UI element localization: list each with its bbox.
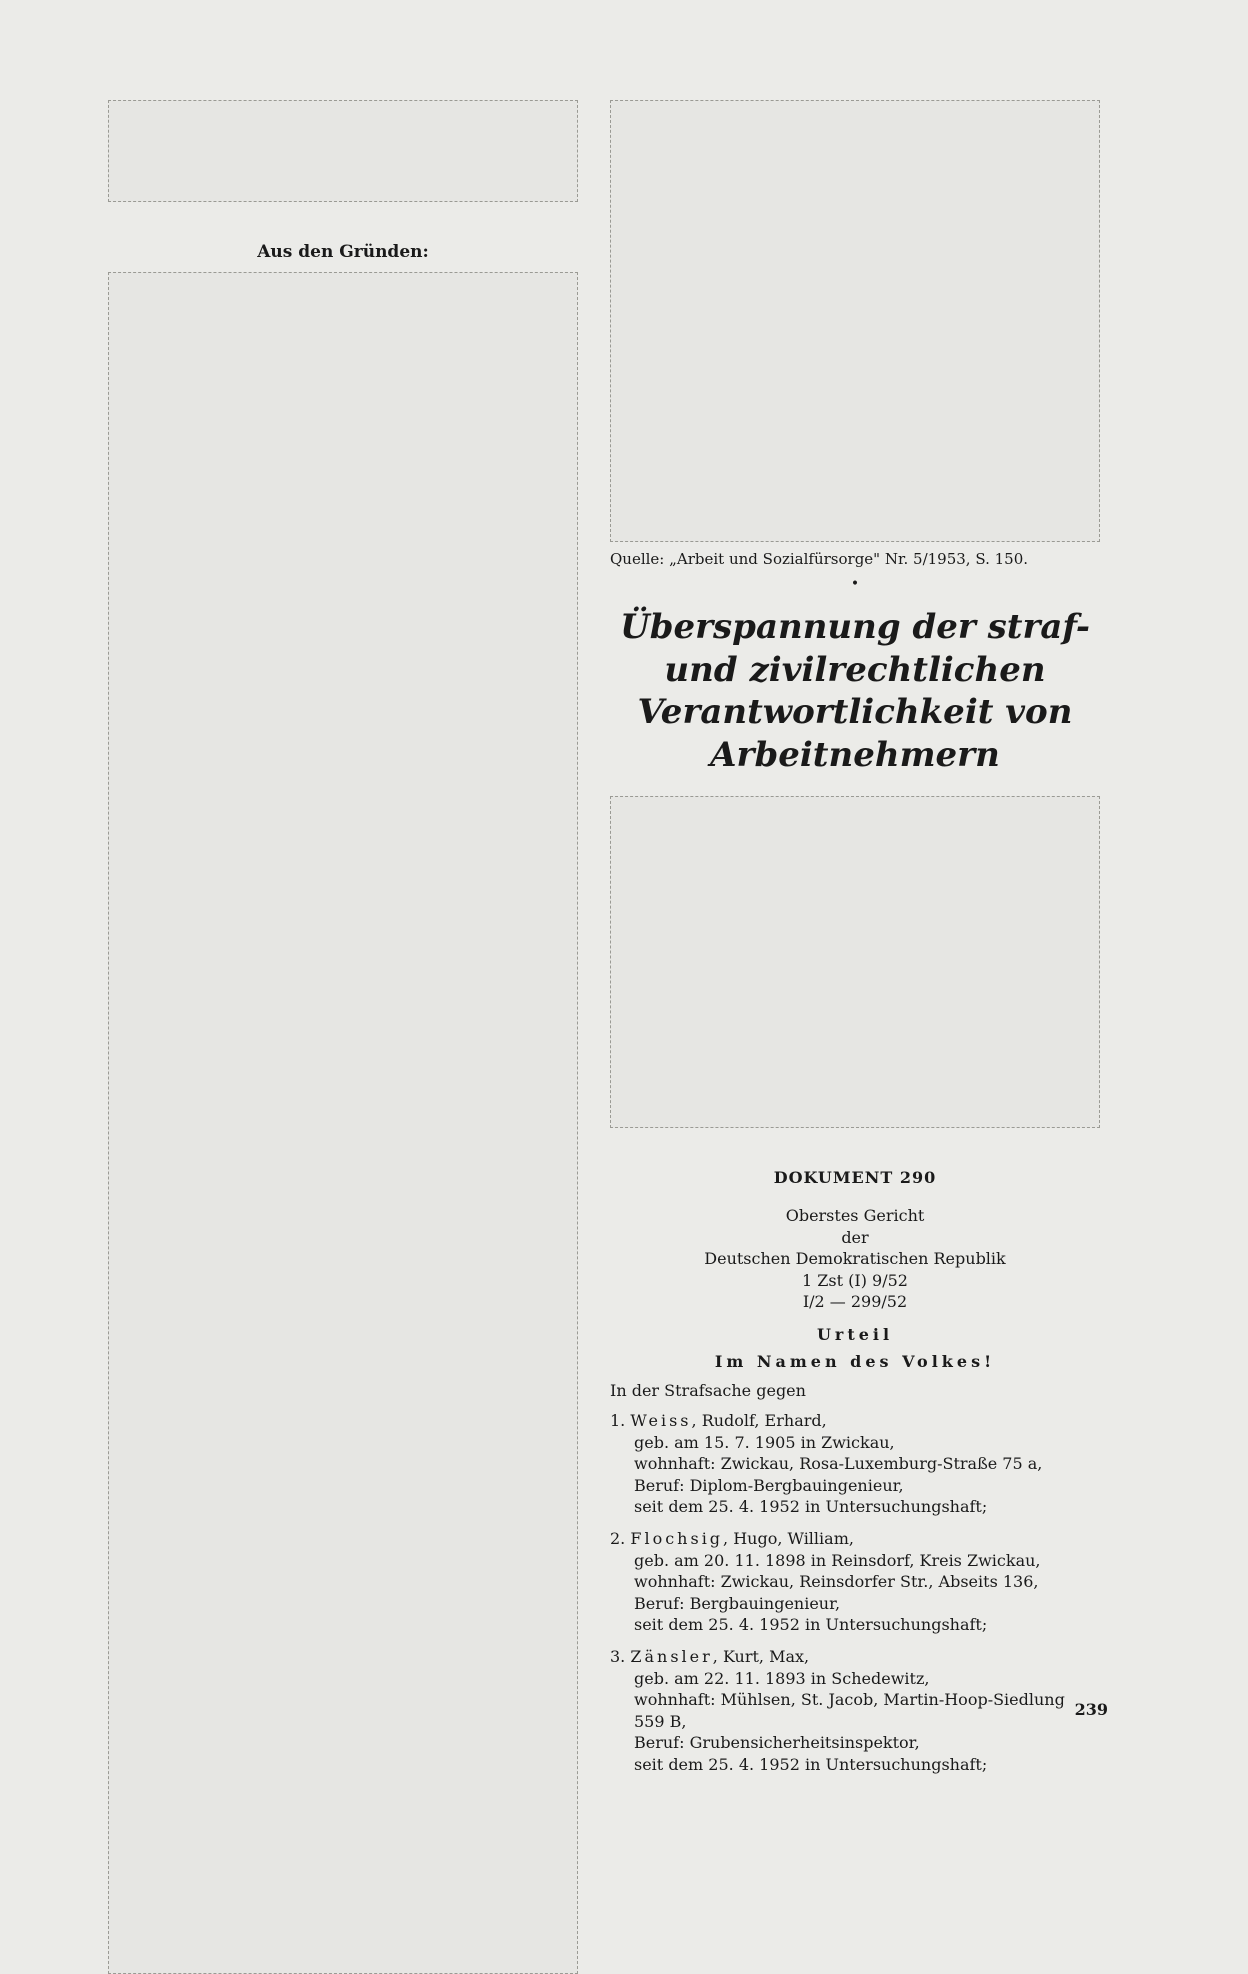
defendant-3 (610, 1646, 1100, 1776)
court-line-3: Deutschen Demokratischen Republik (704, 1249, 1006, 1269)
defendant-3-born: geb. am 22. 11. 1893 in Schedewitz, (634, 1668, 930, 1688)
defendant-1-number: 1. (610, 1410, 626, 1430)
defendant-2-surname: Flochsig (630, 1528, 724, 1548)
defendant-1-custody: seit dem 25. 4. 1952 in Untersuchungshaft; (634, 1497, 988, 1517)
court-line-4: 1 Zst (I) 9/52 (802, 1270, 908, 1290)
page-number: 239 (1074, 1700, 1108, 1719)
case-intro: In der Strafsache gegen (610, 1380, 806, 1400)
defendant-1-given: , Rudolf, Erhard, (691, 1410, 827, 1430)
defendant-3-address: wohnhaft: Mühlsen, St. Jacob, Martin-Hoop-Siedlung 559 B, (634, 1690, 1065, 1731)
defendant-2-name-line (610, 1528, 1100, 1550)
defendant-3-number: 3. (610, 1646, 626, 1666)
intro-paragraph (610, 796, 1100, 1128)
im-namen-des-volkes: Im Namen des Volkes! (714, 1351, 996, 1371)
defendant-2-custody: seit dem 25. 4. 1952 in Untersuchungshaft; (634, 1615, 988, 1635)
section-bullet: • (850, 576, 860, 592)
right-column (610, 100, 1100, 1775)
court-line-2: der (841, 1227, 869, 1247)
major-heading: Überspannung der straf- und zivilrechtlichen Verantwortlichkeit von Arbeitnehmern (620, 607, 1090, 775)
defendant-3-custody: seit dem 25. 4. 1952 in Untersuchungshaft; (634, 1754, 988, 1774)
defendant-2-given: , Hugo, William, (723, 1528, 854, 1548)
source-citation: Quelle: „Arbeit und Sozialfürsorge" Nr. 5/1953, S. 150. (610, 550, 1029, 568)
left-column-top-text (108, 100, 578, 202)
defendant-2-occupation: Beruf: Bergbauingenieur, (634, 1593, 841, 1613)
left-column (108, 100, 578, 1974)
defendant-1 (610, 1410, 1100, 1518)
defendant-2-born: geb. am 20. 11. 1898 in Reinsdorf, Kreis Zwickau, (634, 1550, 1041, 1570)
left-column-main-text (108, 272, 578, 1974)
defendant-1-born: geb. am 15. 7. 1905 in Zwickau, (634, 1432, 895, 1452)
urteil-label: Urteil (816, 1324, 894, 1344)
defendant-2-address: wohnhaft: Zwickau, Reinsdorfer Str., Abseits 136, (634, 1572, 1039, 1592)
court-line-1: Oberstes Gericht (785, 1206, 925, 1225)
defendant-1-address: wohnhaft: Zwickau, Rosa-Luxemburg-Straße 75 a, (634, 1454, 1043, 1474)
defendant-2 (610, 1528, 1100, 1636)
defendant-3-name-line (610, 1646, 1100, 1668)
defendant-1-occupation: Beruf: Diplom-Bergbauingenieur, (634, 1475, 904, 1495)
court-block (610, 1205, 1100, 1313)
defendant-1-surname: Weiss (630, 1410, 692, 1430)
defendant-1-name-line (610, 1410, 1100, 1432)
court-line-5: I/2 — 299/52 (802, 1292, 908, 1312)
defendant-2-number: 2. (610, 1528, 626, 1548)
document-title: DOKUMENT 290 (773, 1168, 937, 1187)
defendant-3-given: , Kurt, Max, (712, 1646, 810, 1666)
defendant-3-surname: Zänsler (630, 1646, 713, 1666)
defendant-3-occupation: Beruf: Grubensicherheitsinspektor, (634, 1733, 920, 1753)
heading-grounds: Aus den Gründen: (257, 242, 429, 262)
right-column-top-text (610, 100, 1100, 542)
